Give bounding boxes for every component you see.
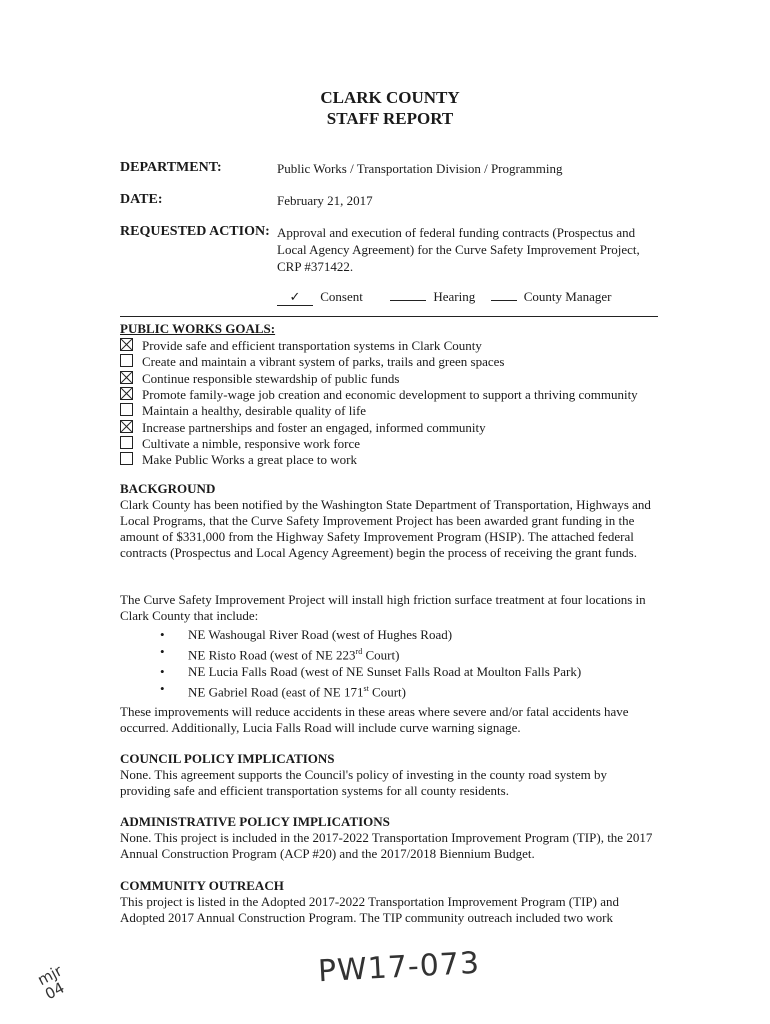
community-outreach-heading: COMMUNITY OUTREACH xyxy=(120,878,284,893)
background-paragraph-1: Clark County has been notified by the Washington State Department of Transportation, Highways and Local Programs, that the Curve Safety Improvement Project has been awarded grant funding in the amount of $331,000 from the Highway Safety Improvement Program (HSIP). The attached federal contracts (Prospectus and Local Agency Agreement) begin the process of receiving the grant funds. xyxy=(120,497,651,560)
goal-label: Create and maintain a vibrant system of parks, trails and green spaces xyxy=(142,354,505,370)
goal-item xyxy=(120,387,638,403)
unchecked-checkbox[interactable] xyxy=(120,452,133,465)
goal-label: Cultivate a nimble, responsive work force xyxy=(142,435,361,451)
consent-check-mark[interactable]: ✓ xyxy=(277,289,313,306)
county-manager-blank[interactable] xyxy=(491,300,517,301)
background-paragraph-2: The Curve Safety Improvement Project will install high friction surface treatment at four locations in Clark County that include: xyxy=(120,592,646,623)
goal-label: Increase partnerships and foster an engaged, informed community xyxy=(142,419,486,435)
ordinal-suffix: st xyxy=(363,684,369,694)
admin-policy-heading: ADMINISTRATIVE POLICY IMPLICATIONS xyxy=(120,814,390,829)
goal-label: Make Public Works a great place to work xyxy=(142,452,357,468)
goal-item xyxy=(120,371,399,387)
council-policy-heading: COUNCIL POLICY IMPLICATIONS xyxy=(120,751,335,766)
locations-list xyxy=(160,626,581,701)
consent-label: Consent xyxy=(320,289,363,304)
handwritten-initials: mjr 04 xyxy=(34,961,68,1004)
unchecked-checkbox[interactable] xyxy=(120,436,133,449)
goal-item xyxy=(120,436,360,452)
date-value: February 21, 2017 xyxy=(277,193,373,208)
action-type-row xyxy=(277,289,611,306)
goal-label: Maintain a healthy, desirable quality of life xyxy=(142,403,367,419)
checked-checkbox[interactable] xyxy=(120,387,133,400)
section-divider xyxy=(120,316,658,317)
goal-label: Provide safe and efficient transportation systems in Clark County xyxy=(142,338,482,353)
location-text-tail: Court) xyxy=(362,647,400,663)
date-label: DATE: xyxy=(120,192,163,207)
ordinal-suffix: rd xyxy=(355,647,363,656)
goal-item xyxy=(120,403,366,419)
location-list-item xyxy=(160,663,581,680)
location-text: NE Risto Road (west of NE 223 xyxy=(188,647,356,663)
requested-action-label: REQUESTED ACTION: xyxy=(120,224,270,239)
goal-item xyxy=(120,338,482,354)
community-outreach-text: This project is listed in the Adopted 2017-2022 Transportation Improvement Program (TIP) and Adopted 2017 Annual Construction Program. The TIP community outreach included two work xyxy=(120,894,619,925)
location-text-tail: Court) xyxy=(368,684,406,700)
county-manager-label: County Manager xyxy=(523,289,612,304)
council-policy-text: None. This agreement supports the Council's policy of investing in the county road system by providing safe and efficient transportation systems for all county residents. xyxy=(120,767,607,798)
goal-item xyxy=(120,452,357,468)
unchecked-checkbox[interactable] xyxy=(120,354,133,367)
background-heading: BACKGROUND xyxy=(120,481,216,496)
goal-item xyxy=(120,354,504,370)
requested-action-value: Approval and execution of federal funding contracts (Prospectus and Local Agency Agreement) for the Curve Safety Improvement Project, CRP #371422. xyxy=(277,225,640,274)
hearing-label: Hearing xyxy=(433,289,476,304)
location-list-item xyxy=(160,680,581,700)
goal-label: Promote family-wage job creation and economic development to support a thriving community xyxy=(142,386,638,402)
checked-checkbox[interactable] xyxy=(120,420,133,433)
public-works-goals-heading: PUBLIC WORKS GOALS: xyxy=(120,321,276,336)
department-value: Public Works / Transportation Division / Programming xyxy=(277,161,563,176)
unchecked-checkbox[interactable] xyxy=(120,403,133,416)
goal-item xyxy=(120,420,486,436)
location-list-item xyxy=(160,626,581,643)
admin-policy-text: None. This project is included in the 2017-2022 Transportation Improvement Program (TIP), the 2017 Annual Construction Program (ACP #20) and the 2017/2018 Biennium Budget. xyxy=(120,830,653,861)
location-text: NE Lucia Falls Road (west of NE Sunset Falls Road at Moulton Falls Park) xyxy=(188,664,582,680)
background-paragraph-3: These improvements will reduce accidents in these areas where severe and/or fatal accidents have occurred. Additionally, Lucia Falls Road will include curve warning signage. xyxy=(120,704,629,735)
report-title-line2: STAFF REPORT xyxy=(326,109,454,128)
hearing-blank[interactable] xyxy=(390,300,426,301)
checked-checkbox[interactable] xyxy=(120,338,133,351)
department-label: DEPARTMENT: xyxy=(120,160,222,175)
handwritten-document-number: PW17-073 xyxy=(317,945,481,990)
checked-checkbox[interactable] xyxy=(120,371,133,384)
location-text: NE Washougal River Road (west of Hughes Road) xyxy=(188,627,453,642)
report-title-line1: CLARK COUNTY xyxy=(320,88,460,107)
goal-label: Continue responsible stewardship of public funds xyxy=(142,370,400,386)
location-list-item xyxy=(160,643,581,663)
location-text: NE Gabriel Road (east of NE 171 xyxy=(188,684,364,700)
